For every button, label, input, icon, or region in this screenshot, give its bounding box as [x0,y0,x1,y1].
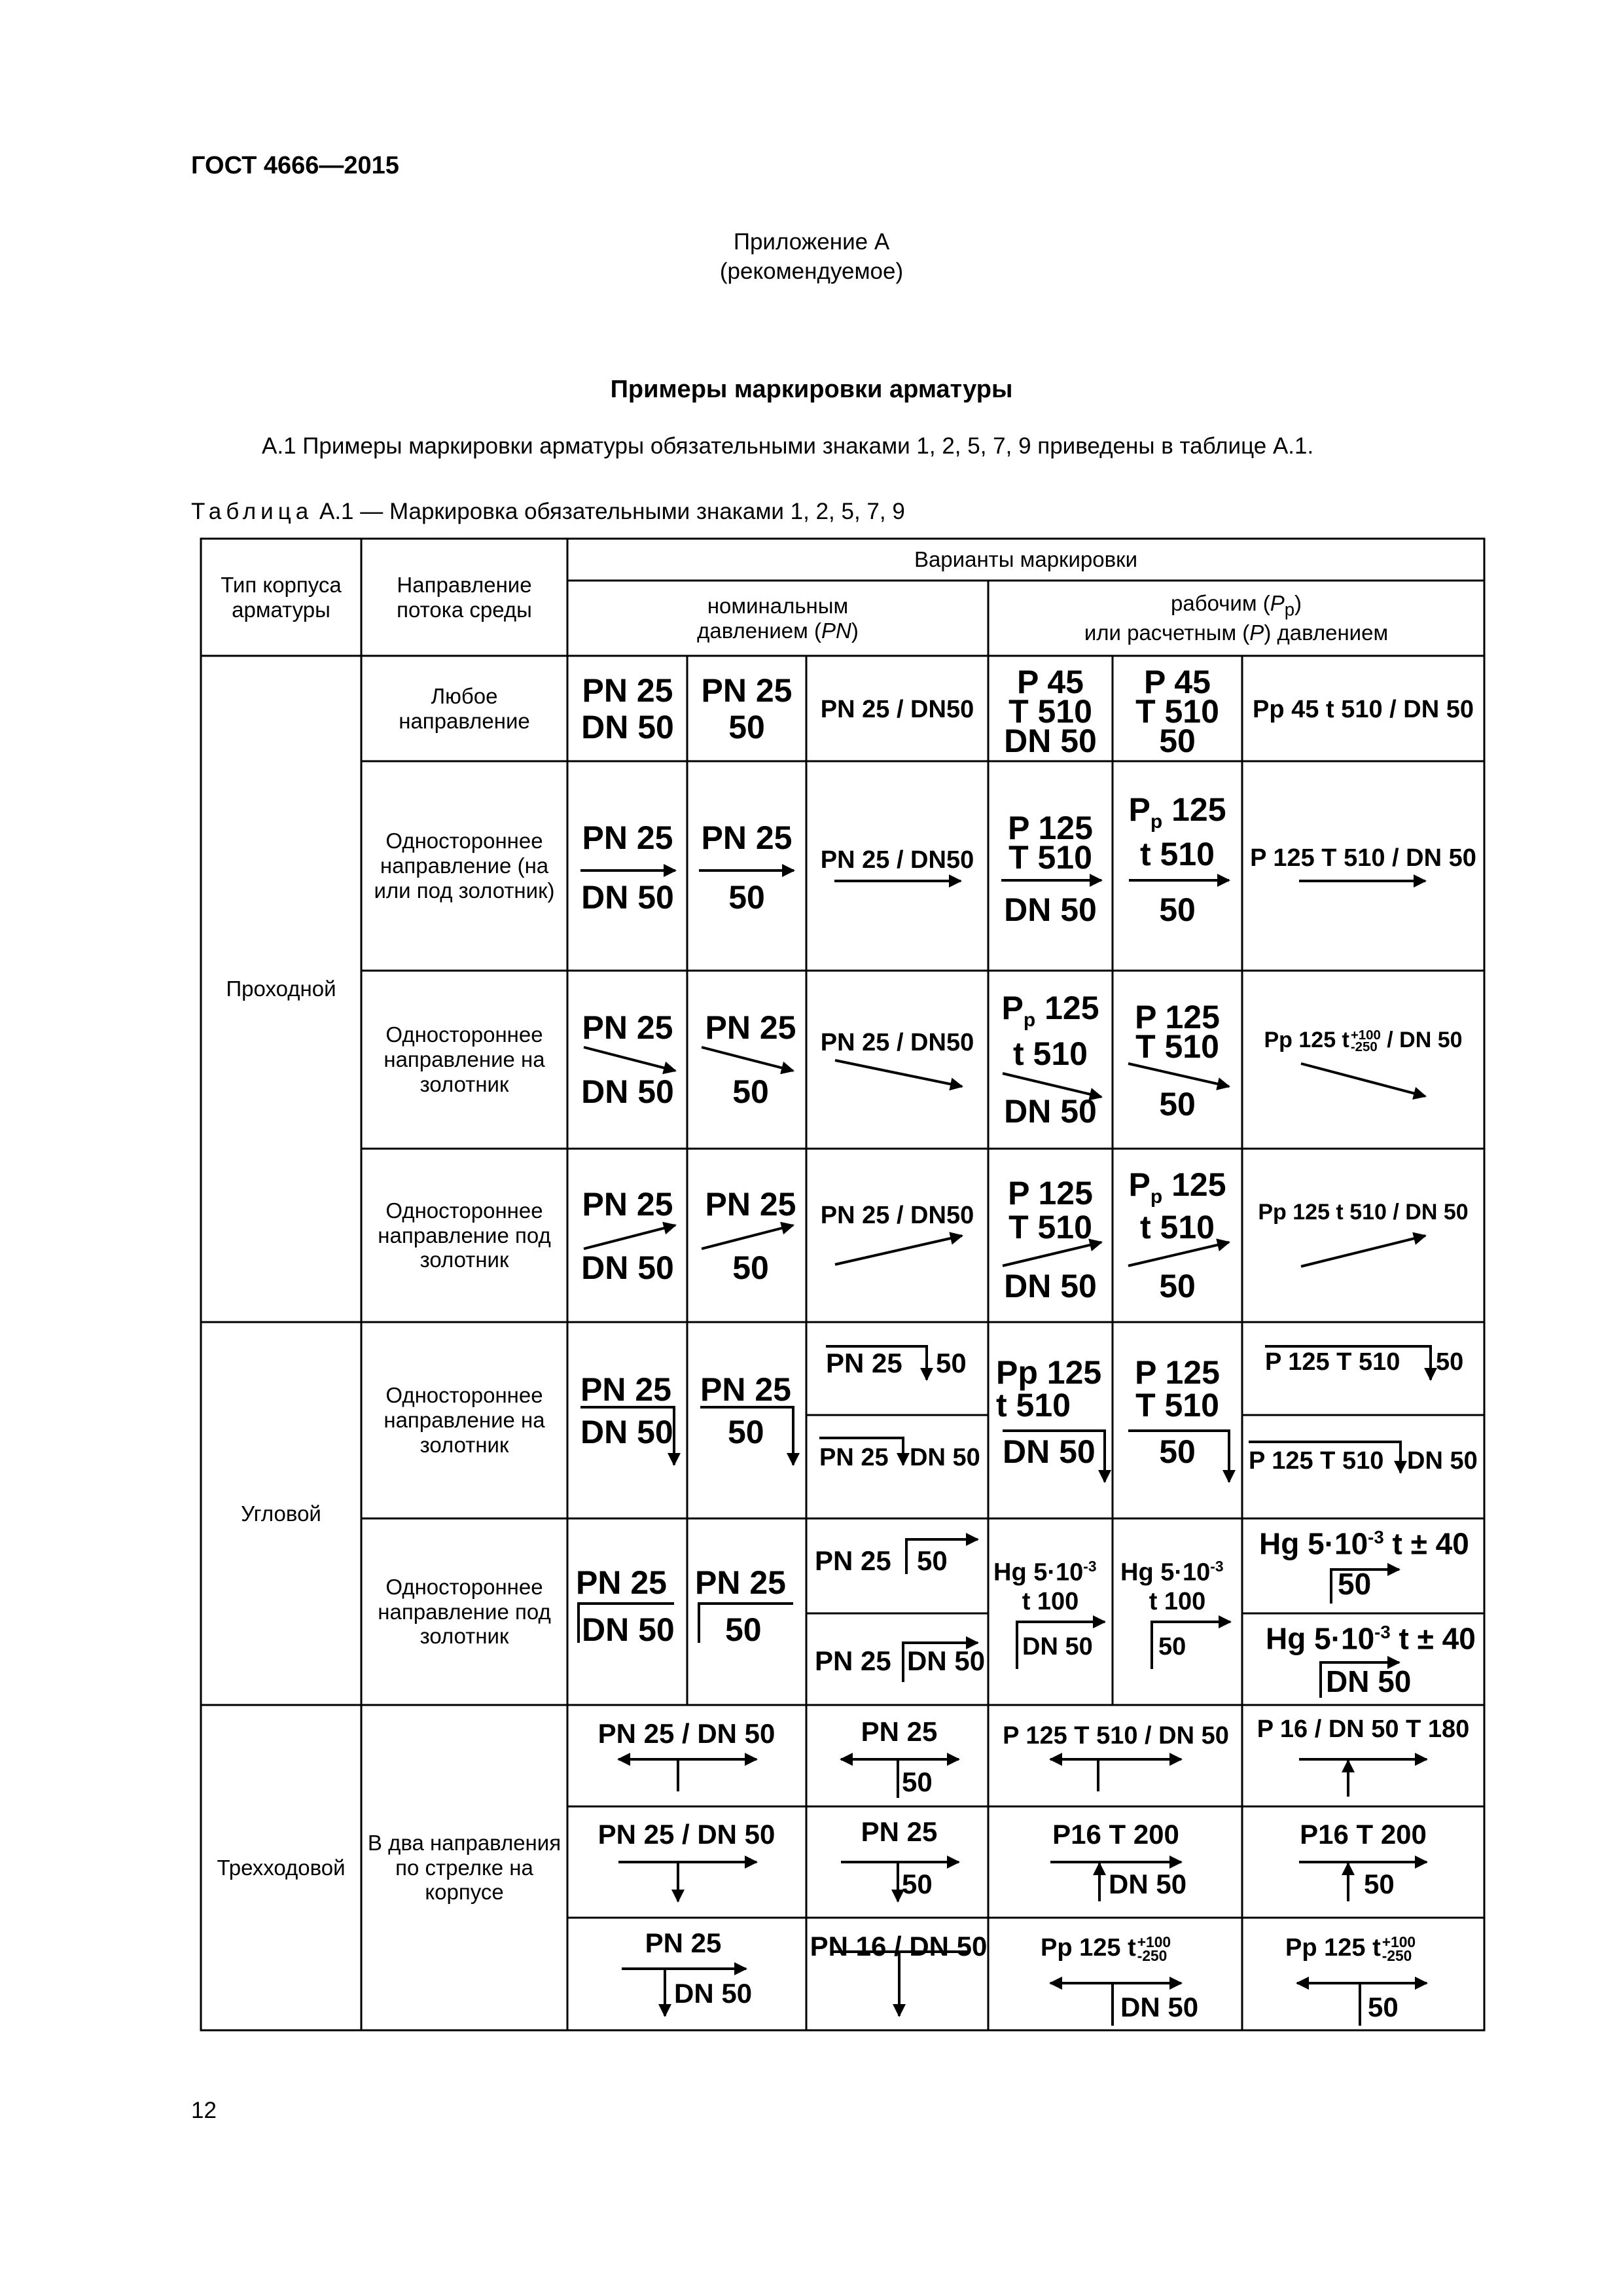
mark-dn50: DN 50 [1004,723,1097,759]
mark-pn25-dn50: PN 25 / DN50 [820,846,974,874]
mark-dn50: DN 50 [1326,1664,1412,1698]
mark-t510: T 510 [1008,693,1092,730]
section-title: Примеры маркировки арматуры [610,376,1013,403]
mark-t510: T 510 [1008,839,1092,876]
mark-dn50: DN 50 [582,1611,675,1648]
mark-p-sub: p [1150,1186,1163,1208]
header-working-p2: P [1249,620,1264,645]
type-through: Проходной [226,977,336,1001]
mark-pn16-dn50: PN 16 / DN 50 [810,1931,988,1962]
type-threeway: Трехходовой [217,1855,346,1880]
document-header: ГОСТ 4666—2015 [191,152,399,179]
header-working-sub: p [1284,600,1295,620]
mark-125: 125 [1171,1166,1226,1203]
mark-pn25: PN 25 [645,1928,722,1958]
mark-exp-m3: -3 [1368,1527,1384,1547]
appendix-note: (рекомендуемое) [719,259,904,284]
page-number: 12 [191,2098,217,2123]
mark-50: 50 [732,1249,769,1286]
type-angle: Угловой [241,1501,321,1526]
mark-50: 50 [917,1545,948,1576]
mark-dn50: DN 50 [674,1978,753,2009]
mark-pn25: PN 25 [861,1816,938,1847]
mark-pn25-dn50: PN 25 / DN 50 [597,1819,776,1850]
mark-pp125-line: Pp 125 t 510 / DN 50 [1258,1200,1469,1225]
header-working-text: рабочим ( [1170,591,1270,616]
mark-t510-lower: t 510 [1140,1209,1215,1246]
mark-pn25: PN 25 [826,1348,902,1378]
mark-pn25: PN 25 [582,672,673,709]
mark-p: P [1001,990,1024,1026]
header-nominal-pn: PN [821,618,851,643]
mark-pp45-line: Pp 45 t 510 / DN 50 [1253,696,1474,723]
mark-50: 50 [728,1414,764,1450]
mark-exp-dn: -250 [1350,1040,1378,1055]
mark-p125-t510-dn50: P 125 T 510 / DN 50 [1003,1722,1229,1749]
header-flow: Направление потока среды [397,572,532,622]
mark-t510: T 510 [1135,1028,1219,1065]
mark-pn25: PN 25 [582,1009,673,1046]
mark-p125-t510: P 125 T 510 [1249,1447,1384,1475]
mark-dn50: DN 50 [907,1645,986,1676]
mark-p125-t510: P 125 T 510 [1265,1348,1400,1376]
mark-slash-dn50: / DN 50 [1387,1028,1463,1052]
mark-pn25-dn50: PN 25 / DN50 [820,1029,974,1056]
mark-hg-text: Hg 5·10 [1266,1621,1375,1656]
flow-one-side-on: Одностороннее направление на золотник [383,1022,545,1096]
mark-exp-dn: -250 [1382,1946,1412,1964]
mark-50: 50 [902,1869,933,1899]
mark-pp125-t: Pp 125 t [1264,1028,1349,1052]
mark-50: 50 [1159,723,1196,759]
mark-dn50: DN 50 [581,879,674,916]
mark-exp-up: +100 [1137,1933,1171,1951]
header-working-line1: рабочим $(P_p)$ [1170,591,1302,620]
mark-pn25-dn50: PN 25 / DN50 [820,696,974,723]
flow-two-dirs: В два направления по стрелке на корпусе [367,1830,562,1905]
flow-angle-under: Одностороннее направление под золотник [378,1574,551,1649]
mark-pn25-dn50: PN 25 / DN50 [820,1202,974,1229]
mark-50: 50 [936,1348,967,1378]
mark-exp-up: +100 [1350,1028,1381,1043]
mark-dn50: DN 50 [1109,1869,1187,1899]
mark-dn50: DN 50 [580,1414,673,1450]
mark-t-pm40: t ± 40 [1392,1526,1469,1561]
mark-50: 50 [732,1073,769,1110]
flow-one-side-on-or-under: Одностороннее направление (на или под золотник) [374,829,555,903]
mark-50: 50 [1159,1086,1196,1122]
mark-pp125: Pp 125 [996,1354,1102,1391]
mark-50: 50 [1364,1869,1395,1899]
mark-dn50: DN 50 [581,709,674,745]
mark-hg-text: Hg 5·10 [1120,1558,1211,1587]
mark-p: P [1128,791,1150,828]
flow-angle-on: Одностороннее направление на золотник [383,1383,545,1457]
mark-50: 50 [1159,1268,1196,1304]
paragraph: А.1 Примеры маркировки арматуры обязательными знаками 1, 2, 5, 7, 9 приведены в таблице А.1. [262,433,1314,459]
mark-exp-m3: -3 [1374,1622,1391,1642]
mark-t100: t 100 [1149,1588,1206,1615]
mark-p-sub: p [1023,1009,1036,1031]
table-caption-word: Таблица [191,499,313,524]
header-working-p: P [1270,591,1285,616]
mark-pn25-dn50: PN 25 / DN 50 [597,1718,776,1749]
mark-dn50: DN 50 [910,1444,980,1471]
mark-p125: P 125 [1135,999,1220,1035]
mark-50: 50 [902,1767,933,1797]
mark-pn25: PN 25 [701,672,793,709]
header-nominal-line2: давлением (PN) [697,618,859,643]
mark-p16-t200: P16 T 200 [1052,1819,1179,1850]
header-working-text2: или расчетным ( [1084,620,1250,645]
mark-dn50: DN 50 [1407,1447,1478,1475]
mark-p16-dn50-t180: P 16 / DN 50 T 180 [1257,1715,1470,1743]
mark-pn25: PN 25 [705,1009,796,1046]
header-type: Тип корпуса арматуры [221,572,342,622]
mark-50: 50 [725,1611,762,1648]
mark-p16-t200: P16 T 200 [1300,1819,1427,1850]
mark-exp-up: +100 [1382,1933,1416,1951]
mark-pn25: PN 25 [819,1444,889,1471]
mark-t510: T 510 [1135,693,1219,730]
mark-pn25: PN 25 [701,819,793,856]
mark-exp-m3: -3 [1210,1558,1224,1575]
mark-p45: P 45 [1017,664,1084,700]
mark-t510: T 510 [1135,1387,1219,1424]
mark-p125: P 125 [1008,1175,1093,1211]
mark-pn25: PN 25 [695,1564,786,1601]
mark-p125: P 125 [1008,810,1093,846]
mark-dn50: DN 50 [1120,1992,1199,2022]
mark-125: 125 [1044,990,1099,1026]
mark-pn25: PN 25 [815,1645,891,1676]
mark-dn50: DN 50 [1004,891,1097,928]
flow-one-side-under: Одностороннее направление под золотник [378,1198,551,1272]
header-variants: Варианты маркировки [914,547,1138,572]
mark-50: 50 [1368,1992,1399,2022]
mark-p: P [1128,1166,1150,1203]
mark-dn50: DN 50 [1004,1268,1097,1304]
mark-50: 50 [1338,1567,1372,1601]
mark-125: 125 [1171,791,1226,828]
mark-50: 50 [1159,891,1196,928]
mark-pp-125-t: Pp 125 t [1041,1934,1136,1962]
mark-dn50: DN 50 [1004,1093,1097,1130]
mark-pn25: PN 25 [861,1716,938,1747]
mark-exp-m3: -3 [1083,1558,1097,1575]
mark-pn25: PN 25 [582,819,673,856]
mark-50: 50 [1436,1348,1464,1376]
mark-t510: T 510 [1008,1209,1092,1246]
mark-p125: P 125 [1135,1354,1220,1391]
mark-dn50: DN 50 [581,1249,674,1286]
mark-50: 50 [728,879,765,916]
mark-dn50: DN 50 [581,1073,674,1110]
mark-p125-line: P 125 T 510 / DN 50 [1250,844,1476,872]
appendix-title: Приложение А [733,229,890,255]
mark-pn25: PN 25 [815,1545,891,1576]
mark-pn25: PN 25 [700,1371,791,1408]
mark-dn50: DN 50 [1022,1633,1093,1660]
mark-dn50: DN 50 [1003,1433,1096,1470]
mark-p45: P 45 [1144,664,1211,700]
header-working-text3: ) давлением [1264,620,1389,645]
mark-exp-dn: -250 [1137,1946,1168,1964]
mark-t510-lower: t 510 [1140,836,1215,872]
mark-t100: t 100 [1022,1588,1079,1615]
mark-pn25: PN 25 [582,1186,673,1223]
mark-t510-lower: t 510 [1013,1035,1088,1072]
mark-50: 50 [728,709,765,745]
mark-hg-text: Hg 5·10 [1259,1526,1368,1561]
mark-50: 50 [1158,1633,1186,1660]
table-caption-rest: А.1 — Маркировка обязательными знаками 1, 2, 5, 7, 9 [319,499,905,524]
header-nominal-text: давлением ( [697,618,821,643]
header-nominal-line1: номинальным [707,593,849,618]
mark-t-pm40: t ± 40 [1399,1621,1476,1656]
mark-pn25: PN 25 [705,1186,796,1223]
mark-pn25: PN 25 [580,1371,671,1408]
mark-50: 50 [1159,1433,1196,1470]
flow-any: Любое направление [399,683,530,733]
mark-t510-lower: t 510 [996,1387,1071,1424]
mark-hg-text: Hg 5·10 [993,1558,1084,1587]
mark-p-sub: p [1150,811,1163,833]
mark-pp-125-t: Pp 125 t [1285,1934,1381,1962]
mark-pn25: PN 25 [576,1564,667,1601]
